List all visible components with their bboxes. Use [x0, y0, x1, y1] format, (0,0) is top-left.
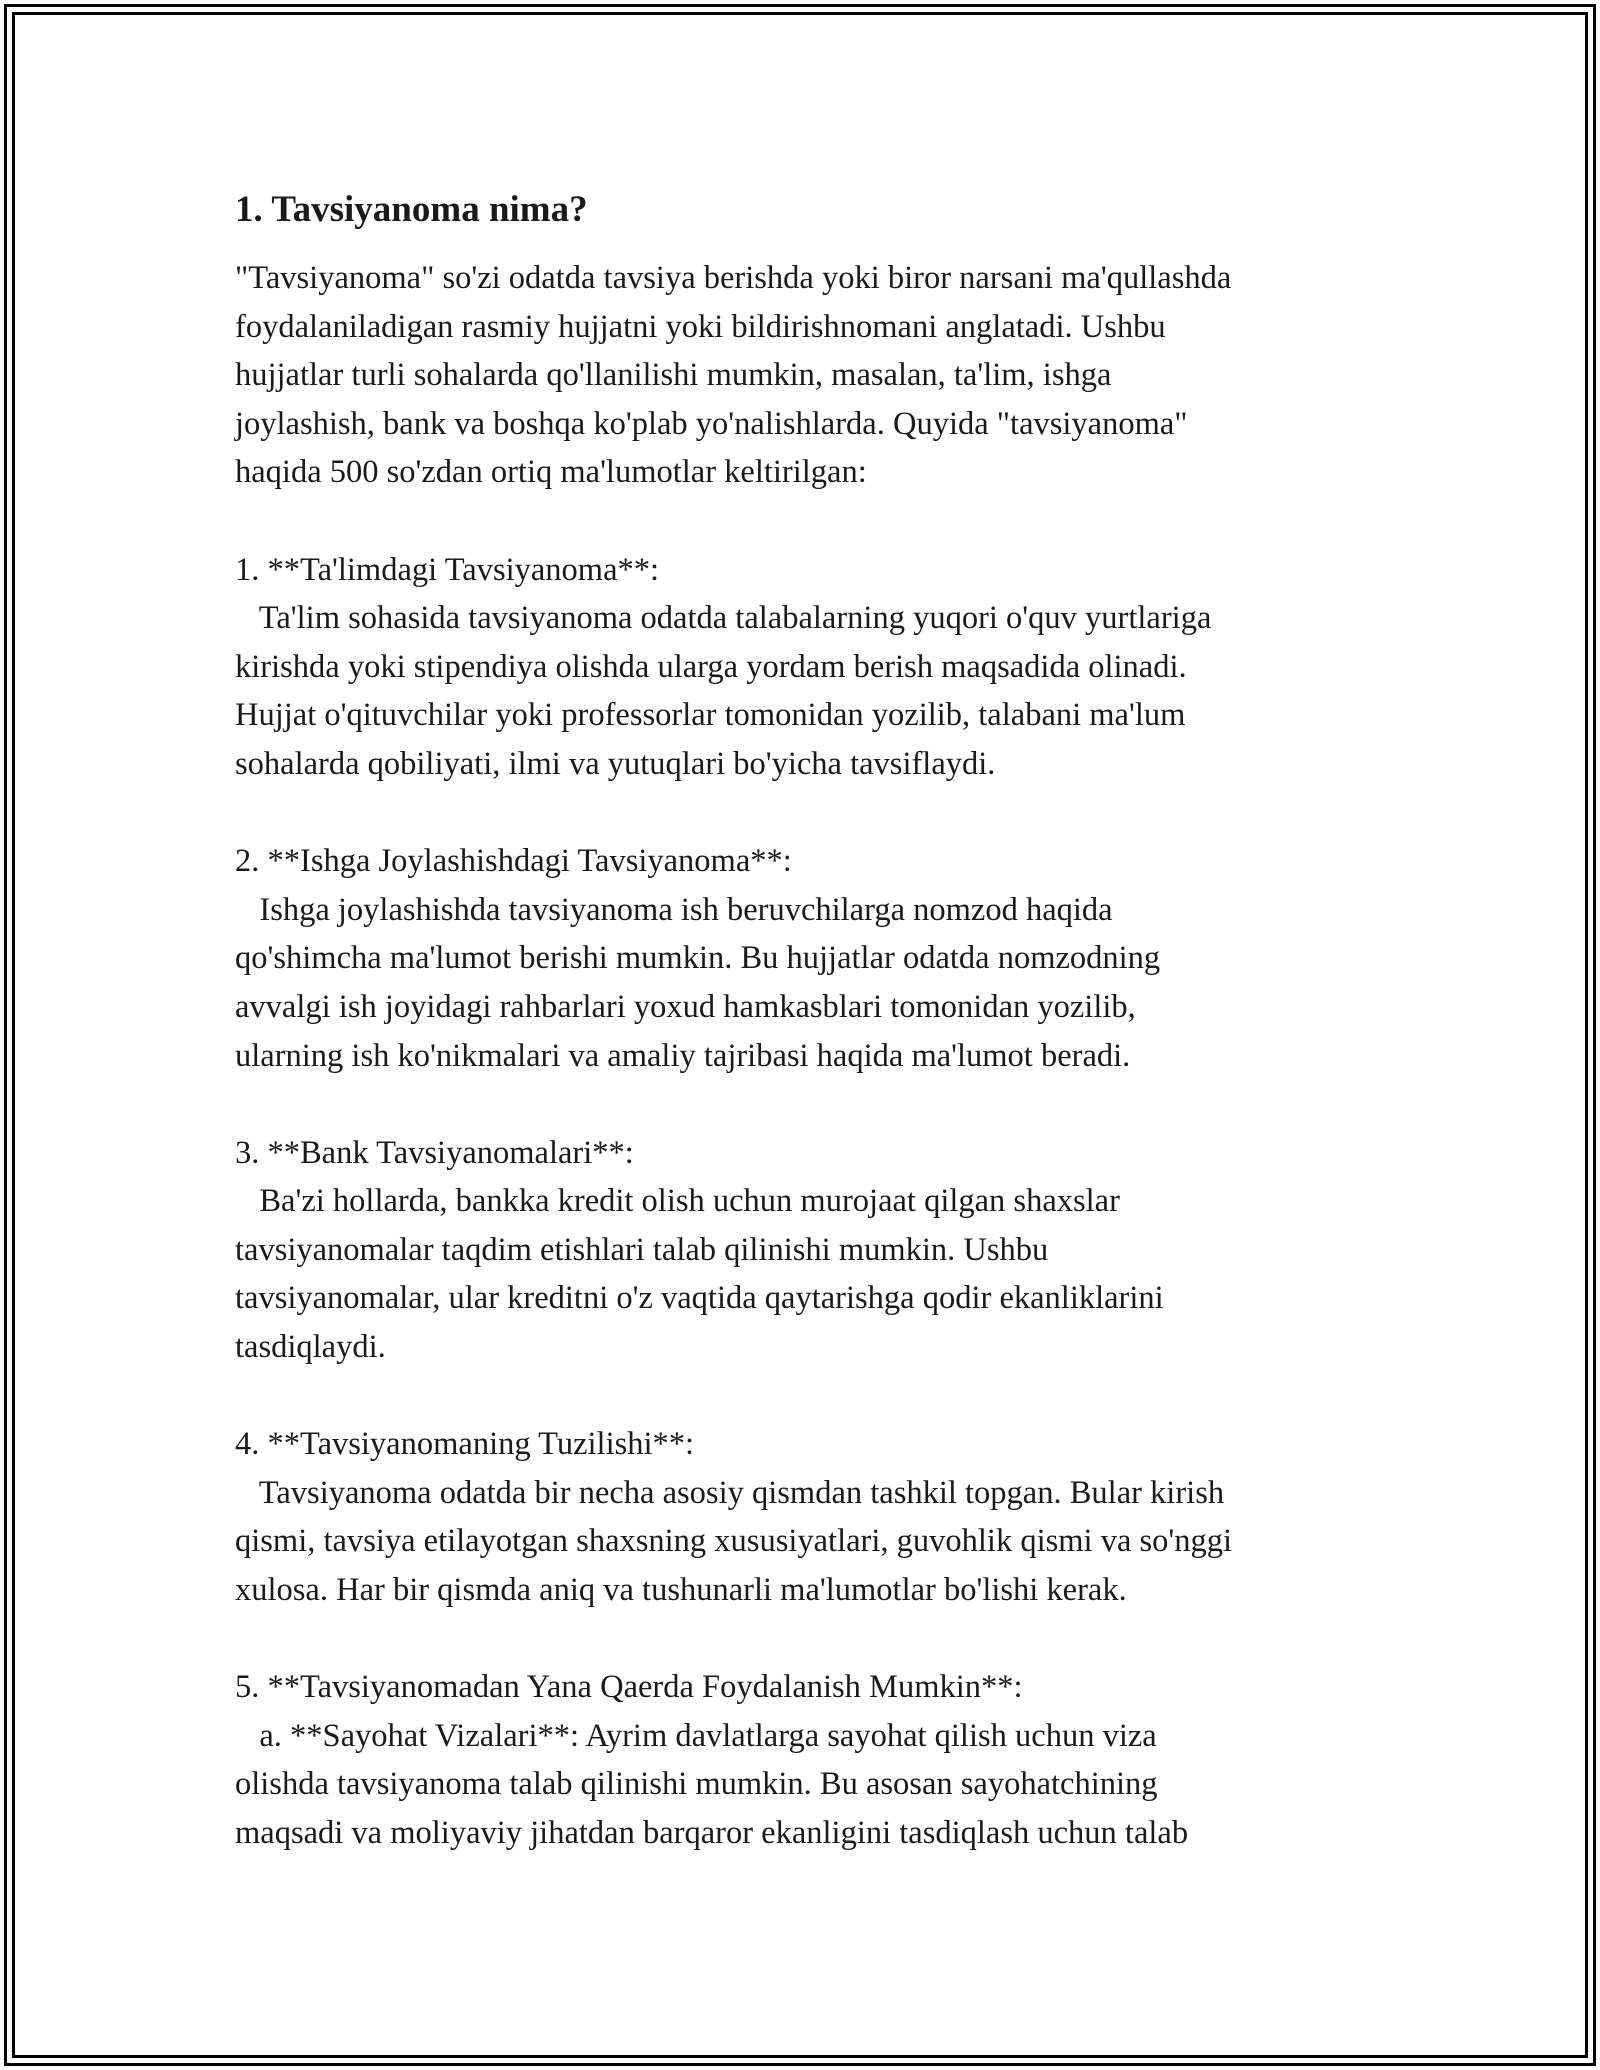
- section-line: olishda tavsiyanoma talab qilinishi mumkin. Bu asosan sayohatchining: [235, 1766, 1158, 1803]
- section-title: 5. **Tavsiyanomadan Yana Qaerda Foydalanish Mumkin**:: [235, 1669, 1023, 1706]
- paragraph-spacer: [235, 789, 1385, 838]
- section-line: qismi, tavsiya etilayotgan shaxsning xususiyatlari, guvohlik qismi va so'nggi: [235, 1523, 1233, 1560]
- intro-line: "Tavsiyanoma" so'zi odatda tavsiya berishda yoki biror narsani ma'qullashda: [235, 260, 1232, 296]
- section-line: tavsiyanomalar, ular kreditni o'z vaqtida qaytarishga qodir ekanliklarini: [235, 1280, 1164, 1317]
- section-line: Ba'zi hollarda, bankka kredit olish uchun murojaat qilgan shaxslar: [235, 1183, 1120, 1220]
- document-body: [235, 186, 1385, 1858]
- section-line: Hujjat o'qituvchilar yoki professorlar tomonidan yozilib, talabani ma'lum: [235, 697, 1186, 734]
- section-talim: [235, 546, 1385, 789]
- paragraph-spacer: [235, 1615, 1385, 1664]
- section-tuzilishi: [235, 1420, 1385, 1614]
- section-bank: [235, 1129, 1385, 1372]
- section-line: qo'shimcha ma'lumot berishi mumkin. Bu hujjatlar odatda nomzodning: [235, 940, 1161, 977]
- section-line: Tavsiyanoma odatda bir necha asosiy qismdan tashkil topgan. Bular kirish: [235, 1474, 1225, 1511]
- section-line: tavsiyanomalar taqdim etishlari talab qilinishi mumkin. Ushbu: [235, 1231, 1049, 1268]
- section-line: avvalgi ish joyidagi rahbarlari yoxud hamkasblari tomonidan yozilib,: [235, 988, 1136, 1025]
- section-title: 1. **Ta'limdagi Tavsiyanoma**:: [235, 551, 660, 588]
- intro-line: haqida 500 so'zdan ortiq ma'lumotlar keltirilgan:: [235, 454, 867, 491]
- section-line: tasdiqlaydi.: [235, 1329, 386, 1366]
- section-qaerda-foydalanish: [235, 1663, 1385, 1857]
- section-line: sohalarda qobiliyati, ilmi va yutuqlari bo'yicha tavsiflaydi.: [235, 745, 996, 782]
- section-line: a. **Sayohat Vizalari**: Ayrim davlatlarga sayohat qilish uchun viza: [235, 1717, 1157, 1754]
- section-line: Ta'lim sohasida tavsiyanoma odatda talabalarning yuqori o'quv yurtlariga: [235, 600, 1212, 637]
- intro-line: hujjatlar turli sohalarda qo'llanilishi mumkin, masalan, ta'lim, ishga: [235, 357, 1112, 394]
- intro-line: foydalaniladigan rasmiy hujjatni yoki bildirishnomani anglatadi. Ushbu: [235, 308, 1166, 345]
- section-title: 3. **Bank Tavsiyanomalari**:: [235, 1134, 634, 1171]
- paragraph-spacer: [235, 1372, 1385, 1421]
- section-line: maqsadi va moliyaviy jihatdan barqaror ekanligini tasdiqlash uchun talab: [235, 1815, 1189, 1851]
- paragraph-spacer: [235, 1080, 1385, 1129]
- section-line: ularning ish ko'nikmalari va amaliy tajribasi haqida ma'lumot beradi.: [235, 1037, 1131, 1074]
- section-line: kirishda yoki stipendiya olishda ularga yordam berish maqsadida olinadi.: [235, 648, 1187, 685]
- intro-paragraph: [235, 254, 1385, 1858]
- section-ishga-joylashish: [235, 837, 1385, 1080]
- intro-line: joylashish, bank va boshqa ko'plab yo'nalishlarda. Quyida "tavsiyanoma": [235, 405, 1188, 442]
- section-line: Ishga joylashishda tavsiyanoma ish beruvchilarga nomzod haqida: [235, 891, 1113, 928]
- section-title: 4. **Tavsiyanomaning Tuzilishi**:: [235, 1426, 695, 1463]
- section-line: xulosa. Har bir qismda aniq va tushunarli ma'lumotlar bo'lishi kerak.: [235, 1572, 1127, 1609]
- document-heading: 1. Tavsiyanoma nima?: [235, 189, 588, 230]
- section-title: 2. **Ishga Joylashishdagi Tavsiyanoma**:: [235, 843, 792, 880]
- paragraph-spacer: [235, 497, 1385, 546]
